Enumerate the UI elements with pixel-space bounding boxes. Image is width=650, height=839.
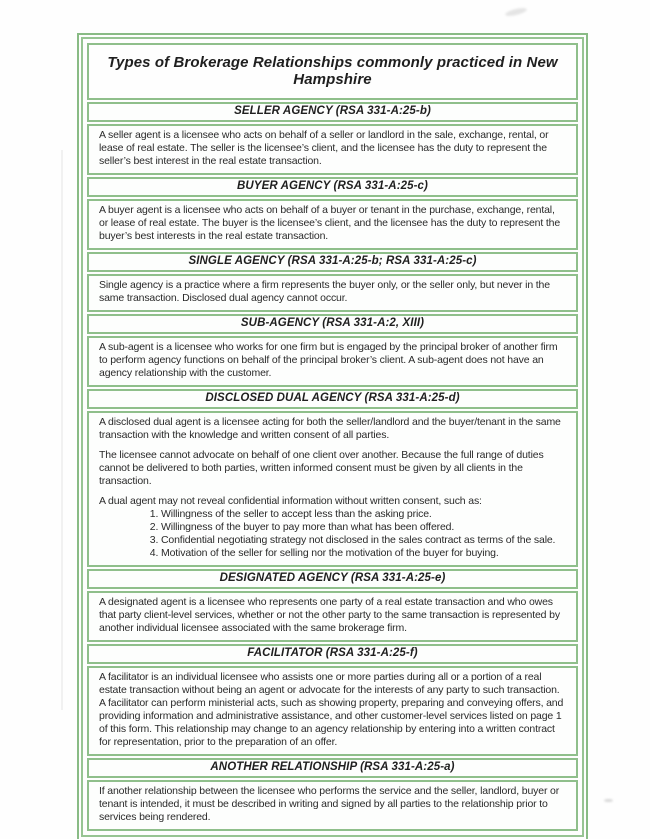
section-paragraph: A designated agent is a licensee who represents one party of a real estate transaction and who owes that party client-level services, whether or not the other party to the same transaction is represented by another individual licensee associated with the same brokerage firm. bbox=[99, 596, 560, 634]
section-heading-box bbox=[87, 569, 578, 589]
section-paragraph: A dual agent may not reveal confidential information without written consent, such as: bbox=[99, 495, 482, 507]
section-paragraph: If another relationship between the licensee who performs the service and the seller, landlord, buyer or tenant is intended, it must be described in writing and signed by all parties to the relationship prior to services being rendered. bbox=[99, 785, 560, 823]
section-paragraph: A seller agent is a licensee who acts on behalf of a seller or landlord in the sale, exchange, rental, or lease of real estate. The seller is the licensee’s client, and the licensee has the duty to represent the seller’s best interest in the real estate transaction. bbox=[99, 129, 549, 167]
section-body bbox=[87, 336, 578, 387]
section-paragraph: A disclosed dual agent is a licensee acting for both the seller/landlord and the buyer/tenant in the same transaction with the knowledge and written consent of all parties. bbox=[99, 416, 561, 441]
section-heading-box bbox=[87, 102, 578, 122]
scan-artifact bbox=[61, 150, 63, 710]
section-heading-box bbox=[87, 389, 578, 409]
section-paragraph: A buyer agent is a licensee who acts on behalf of a buyer or tenant in the purchase, exchange, rental, or lease of real estate. The buyer is the licensee’s client, and the licensee has the duty to represent the buyer’s best interests in the real estate transaction. bbox=[99, 204, 561, 242]
section-heading: ANOTHER RELATIONSHIP (RSA 331-A:25-a) bbox=[210, 761, 455, 773]
consent-list-item: 3. Confidential negotiating strategy not disclosed in the sales contract as terms of the sale. bbox=[161, 534, 566, 547]
section-heading-box bbox=[87, 644, 578, 664]
sections-container bbox=[87, 102, 578, 831]
section-heading: BUYER AGENCY (RSA 331-A:25-c) bbox=[237, 180, 428, 192]
consent-list-item: 4. Motivation of the seller for selling nor the motivation of the buyer for buying. bbox=[161, 547, 566, 560]
section-paragraph: Single agency is a practice where a firm represents the buyer only, or the seller only, but never in the same transaction. Disclosed dual agency cannot occur. bbox=[99, 279, 550, 304]
scan-artifact bbox=[604, 799, 613, 802]
section-body bbox=[87, 780, 578, 831]
section bbox=[87, 644, 578, 756]
section-body bbox=[87, 124, 578, 175]
section bbox=[87, 758, 578, 831]
section-body bbox=[87, 666, 578, 756]
section-heading: SUB-AGENCY (RSA 331-A:2, XIII) bbox=[240, 317, 425, 329]
document-border-inner bbox=[81, 37, 584, 837]
document-title-box bbox=[87, 43, 578, 100]
section-paragraph: The licensee cannot advocate on behalf of one client over another. Because the full range of duties cannot be delivered to both parties, written informed consent must be given by all clients in the transaction. bbox=[99, 449, 544, 487]
section-body bbox=[87, 199, 578, 250]
section-heading-box bbox=[87, 314, 578, 334]
section-heading: SINGLE AGENCY (RSA 331-A:25-b; RSA 331-A:25-c) bbox=[188, 255, 477, 267]
section-heading: DESIGNATED AGENCY (RSA 331-A:25-e) bbox=[219, 572, 446, 584]
consent-list-item: 2. Willingness of the buyer to pay more than what has been offered. bbox=[161, 521, 566, 534]
section bbox=[87, 314, 578, 387]
section-heading-box bbox=[87, 177, 578, 197]
section bbox=[87, 177, 578, 250]
consent-list bbox=[99, 508, 566, 560]
section-heading-box bbox=[87, 252, 578, 272]
section bbox=[87, 102, 578, 175]
section bbox=[87, 389, 578, 567]
section-heading: SELLER AGENCY (RSA 331-A:25-b) bbox=[234, 105, 431, 117]
section-body bbox=[87, 411, 578, 567]
section-body bbox=[87, 274, 578, 312]
document-border-outer bbox=[77, 33, 588, 839]
section-body bbox=[87, 591, 578, 642]
section-heading: DISCLOSED DUAL AGENCY (RSA 331-A:25-d) bbox=[205, 392, 460, 404]
section-heading: FACILITATOR (RSA 331-A:25-f) bbox=[247, 647, 418, 659]
section-paragraph: A sub-agent is a licensee who works for one firm but is engaged by the principal broker of another firm to perform agency functions on behalf of the principal broker’s client. A sub-agent does not have an agency relationship with the customer. bbox=[99, 341, 558, 379]
consent-list-item: 1. Willingness of the seller to accept less than the asking price. bbox=[161, 508, 566, 521]
section bbox=[87, 252, 578, 312]
section bbox=[87, 569, 578, 642]
document-title: Types of Brokerage Relationships commonly practiced in New Hampshire bbox=[107, 54, 558, 88]
section-paragraph: A facilitator is an individual licensee who assists one or more parties during all or a portion of a real estate transaction without being an agent or advocate for the interests of any party to such transaction. A facilitator can perform ministerial acts, such as showing property, preparing and conveying offers, and providing information and administrative assistance, and other customer-level services listed on page 1 of this form. This relationship may change to an agency relationship by entering into a written contract for representation, prior to the preparation of an offer. bbox=[99, 671, 564, 748]
scan-artifact bbox=[505, 6, 528, 17]
section-heading-box bbox=[87, 758, 578, 778]
